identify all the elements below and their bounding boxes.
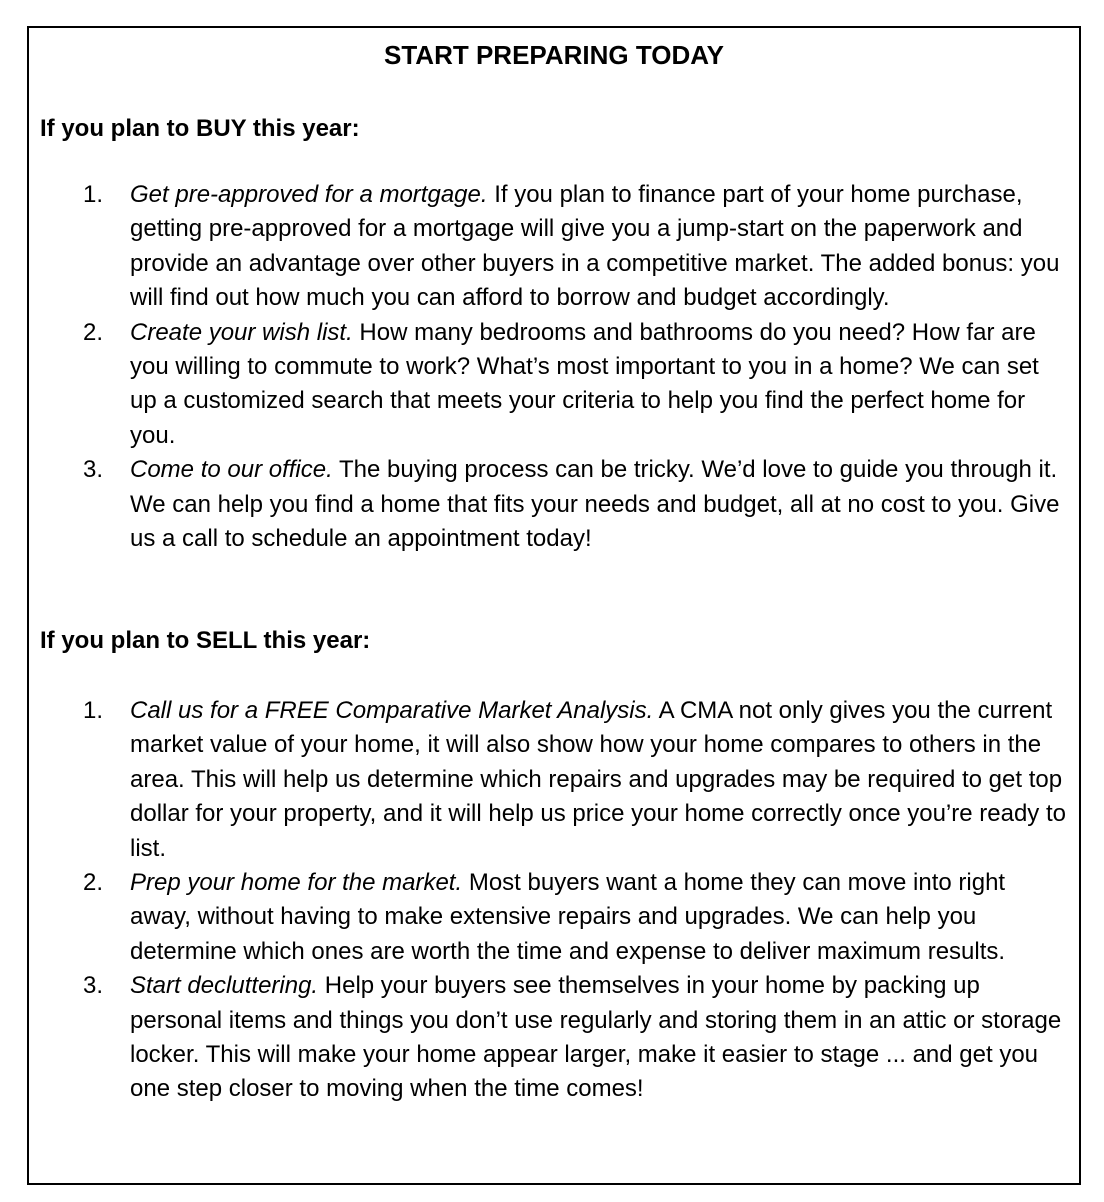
buy-steps-list [29, 178, 1069, 556]
list-item-text: Most buyers want a home they can move into right away, without having to make extensive repairs and upgrades. We can help you determine which ones are worth the time and expense to deliver maximum results. [130, 869, 1006, 965]
sell-steps-list [29, 694, 1069, 1107]
list-item [29, 866, 1069, 969]
list-item-number: 1. [83, 697, 104, 724]
sell-section-heading: If you plan to SELL this year: [40, 627, 371, 654]
list-item-number: 3. [83, 456, 104, 484]
list-item-lead: Start decluttering. [130, 972, 319, 1000]
list-item [29, 178, 1069, 316]
list-item-number: 2. [83, 318, 104, 346]
list-item [29, 453, 1069, 556]
list-item-number: 1. [83, 181, 104, 208]
list-item-lead: Call us for a FREE Comparative Market Analysis. [130, 697, 654, 724]
list-item [29, 694, 1069, 866]
document-box [27, 26, 1081, 1185]
list-item-lead: Create your wish list. [130, 318, 353, 346]
list-item-number: 2. [83, 869, 104, 897]
list-item-lead: Prep your home for the market. [130, 869, 463, 897]
list-item-text: Help your buyers see themselves in your home by packing up personal items and things you don’t use regularly and storing them in an attic or storage locker. This will make your home appear larger, make it easier to stage ... and get you one step closer to moving when the time comes! [130, 972, 1062, 1103]
list-item-text: A CMA not only gives you the current market value of your home, it will also show how your home compares to others in the area. This will help us determine which repairs and upgrades may be required to get top dollar for your property, and it will help us price your home correctly once you’re ready to list. [130, 697, 1066, 862]
list-item-text: If you plan to finance part of your home purchase, getting pre-approved for a mortgage will give you a jump-start on the paperwork and provide an advantage over other buyers in a competitive market. The added bonus: you will find out how much you can afford to borrow and budget accordingly. [130, 181, 1060, 312]
buy-section-heading: If you plan to BUY this year: [40, 115, 360, 142]
list-item-text: How many bedrooms and bathrooms do you need? How far are you willing to commute to work? What’s most important to you in a home? We can set up a customized search that meets your criteria to help you find the perfect home for you. [130, 318, 1039, 449]
list-item [29, 969, 1069, 1107]
list-item-text: The buying process can be tricky. We’d love to guide you through it. We can help you find a home that fits your needs and budget, all at no cost to you. Give us a call to schedule an appointment today! [130, 456, 1060, 553]
list-item-number: 3. [83, 972, 104, 1000]
list-item-lead: Come to our office. [130, 456, 333, 484]
list-item [29, 316, 1069, 454]
list-item-lead: Get pre-approved for a mortgage. [130, 181, 488, 208]
page-title: START PREPARING TODAY [384, 40, 724, 70]
